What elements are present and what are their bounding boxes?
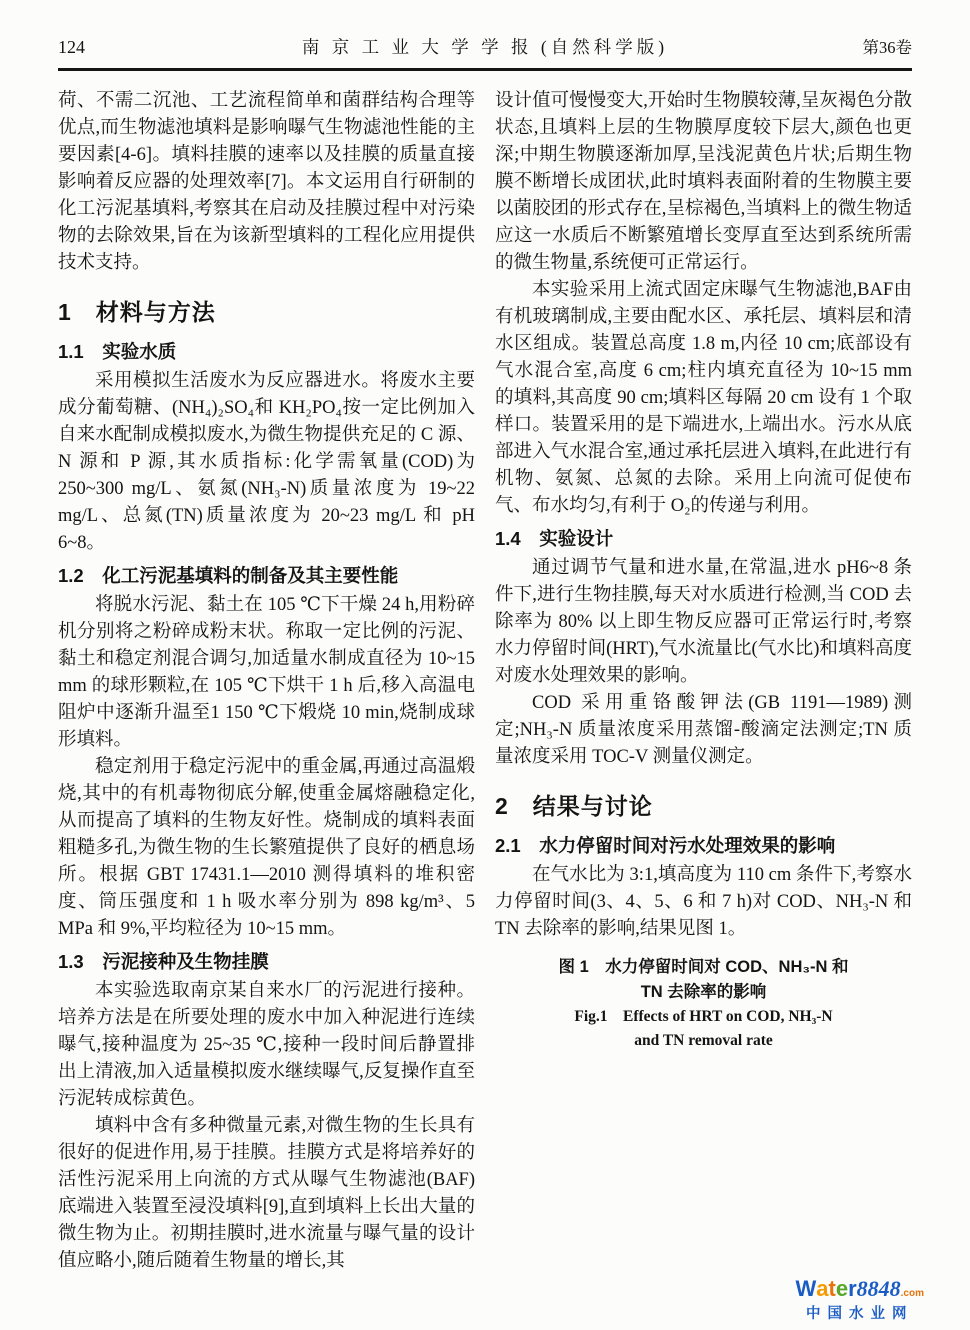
paragraph-filler-preparation: 将脱水污泥、黏土在 105 ℃下干燥 24 h,用粉碎机分别将之粉碎成粉末状。称取一定比例的污泥、黏土和稳定剂混合调匀,加适量水制成直径为 10~15 mm 的球形颗粒,在 105 ℃下烘干 1 h 后,移入高温电阻炉中逐渐升温至1 150 ℃下煅烧 10 min,烧制成球形填料。 [58, 595, 475, 750]
volume-label: 第36卷 [862, 38, 912, 57]
right-column [495, 88, 912, 1275]
paragraph-experiment-design: 通过调节气量和进水量,在常温,进水 pH6~8 条件下,进行生物挂膜,每天对水质进行检测,当 COD 去除率为 80% 以上即生物反应器可正常运行时,考察水力停留时间(HRT),气水流量比(气水比)和填料高度对废水处理效果的影响。 [495, 558, 912, 686]
paragraph-biofilm-continued: 设计值可慢慢变大,开始时生物膜较薄,呈灰褐色分散状态,且填料上层的生物膜厚度较下层大,颜色也更深;中期生物膜逐渐加厚,呈浅泥黄色片状;后期生物膜不断增长成团状,此时填料表面附着的生物膜主要以菌胶团的形式存在,呈棕褐色,当填料上的微生物适应这一水质后不断繁殖增长变厚直至达到系统所需的微生物量,系统便可正常运行。 [495, 91, 912, 273]
watermark-logo [795, 1276, 925, 1304]
subsection-2-1-heading: 2.1 水力停留时间对污水处理效果的影响 [495, 835, 836, 856]
subsection-1-1-heading: 1.1 实验水质 [58, 341, 177, 362]
figure-caption-en-line1: Fig.1 Effects of HRT on COD, NH₃-N [574, 1008, 833, 1025]
header-rule [58, 68, 912, 71]
subsection-1-3-heading: 1.3 污泥接种及生物挂膜 [58, 951, 269, 972]
page-header [58, 34, 912, 59]
paragraph-trace-elements: 填料中含有多种微量元素,对微生物的生长具有很好的促进作用,易于挂膜。挂膜方式是将培养好的活性污泥采用上向流的方式从曝气生物滤池(BAF)底端进入装置至浸没填料[9],直到填料上长出大量的微生物为止。初期挂膜时,进水流量与曝气量的设计值应略小,随后随着生物量的增长,其 [58, 1116, 475, 1271]
two-column-body [58, 88, 912, 1275]
page-number: 124 [58, 37, 85, 57]
section-2-heading: 2 结果与讨论 [495, 793, 653, 819]
watermark-word: Water [795, 1276, 857, 1301]
figure-1 [495, 955, 912, 1053]
paragraph-hrt-conditions: 在气水比为 3:1,填高度为 110 cm 条件下,考察水力停留时间(3、4、5、6 和 7 h)对 COD、NH₃-N 和 TN 去除率的影响,结果见图 1。 [495, 865, 912, 939]
subsection-1-2-heading: 1.2 化工污泥基填料的制备及其主要性能 [58, 565, 399, 586]
watermark [795, 1276, 925, 1324]
subsection-1-4-heading: 1.4 实验设计 [495, 528, 614, 549]
paragraph-sludge-inoculation: 本实验选取南京某自来水厂的污泥进行接种。培养方法是在所要处理的废水中加入种泥进行连续曝气,接种温度为 25~35 ℃,接种一段时间后静置排出上清液,加入适量模拟废水继续曝气,反复操作直至污泥转成棕黄色。 [58, 981, 475, 1109]
paragraph-stabilizer: 稳定剂用于稳定污泥中的重金属,再通过高温煅烧,其中的有机毒物彻底分解,使重金属熔融稳定化,从而提高了填料的生物友好性。烧制成的填料表面粗糙多孔,为微生物的生长繁殖提供了良好的栖息场所。根据 GBT 17431.1—2010 测得填料的堆积密度、筒压强度和 1 h 吸水率分别为 898 kg/m³、5 MPa 和 9%,平均粒径为 10~15 mm。 [58, 757, 475, 939]
watermark-number: 8848 [856, 1276, 901, 1301]
journal-title: 南 京 工 业 大 学 学 报 (自然科学版) [301, 37, 669, 57]
paragraph-water-quality: 采用模拟生活废水为反应器进水。将废水主要成分葡萄糖、(NH₄)₂SO₄和 KH₂PO₄按一定比例加入自来水配制成模拟废水,为微生物提供充足的 C 源、N 源和 P 源,其水质指标:化学需氧量(COD)为 250~300 mg/L、氨氮(NH₃-N)质量浓度为 19~22 mg/L、总氮(TN)质量浓度为 20~23 mg/L 和 pH 6~8。 [58, 371, 475, 553]
watermark-dotcom: .com [900, 1288, 924, 1299]
paragraph-baf-device: 本实验采用上流式固定床曝气生物滤池,BAF由有机玻璃制成,主要由配水区、承托层、填料层和清水区组成。装置总高度 1.8 m,内径 10 cm;底部设有气水混合室,高度 6 cm;柱内填充直径为 10~15 mm 的填料,其高度 90 cm;填料区每隔 20 cm 设有 1 个取样口。装置采用的是下端进水,上端出水。污水从底部进入气水混合室,通过承托层进入填料,在此进行有机物、氨氮、总氮的去除。采用上向流可促使布气、布水均匀,有利于 O₂的传递与利用。 [495, 280, 912, 516]
figure-caption-cn-line2: TN 去除率的影响 [640, 983, 767, 1001]
watermark-cn-name: 中国水业网 [806, 1306, 914, 1322]
figure-caption-cn-line1: 图 1 水力停留时间对 COD、NH₃-N 和 [558, 958, 849, 976]
figure-caption-en-line2: and TN removal rate [634, 1032, 773, 1049]
figure-1-caption [495, 955, 912, 1053]
section-1-heading: 1 材料与方法 [58, 299, 216, 325]
paragraph-measurement-methods: COD 采用重铬酸钾法(GB 1191—1989)测定;NH₃-N 质量浓度采用蒸馏-酸滴定法测定;TN 质量浓度采用 TOC-V 测量仪测定。 [495, 693, 912, 767]
paragraph-intro-continued: 荷、不需二沉池、工艺流程简单和菌群结构合理等优点,而生物滤池填料是影响曝气生物滤池性能的主要因素[4-6]。填料挂膜的速率以及挂膜的质量直接影响着反应器的处理效率[7]。本文运用自行研制的化工污泥基填料,考察其在启动及挂膜过程中对污染物的去除效果,旨在为该新型填料的工程化应用提供技术支持。 [58, 91, 475, 273]
left-column [58, 88, 475, 1275]
